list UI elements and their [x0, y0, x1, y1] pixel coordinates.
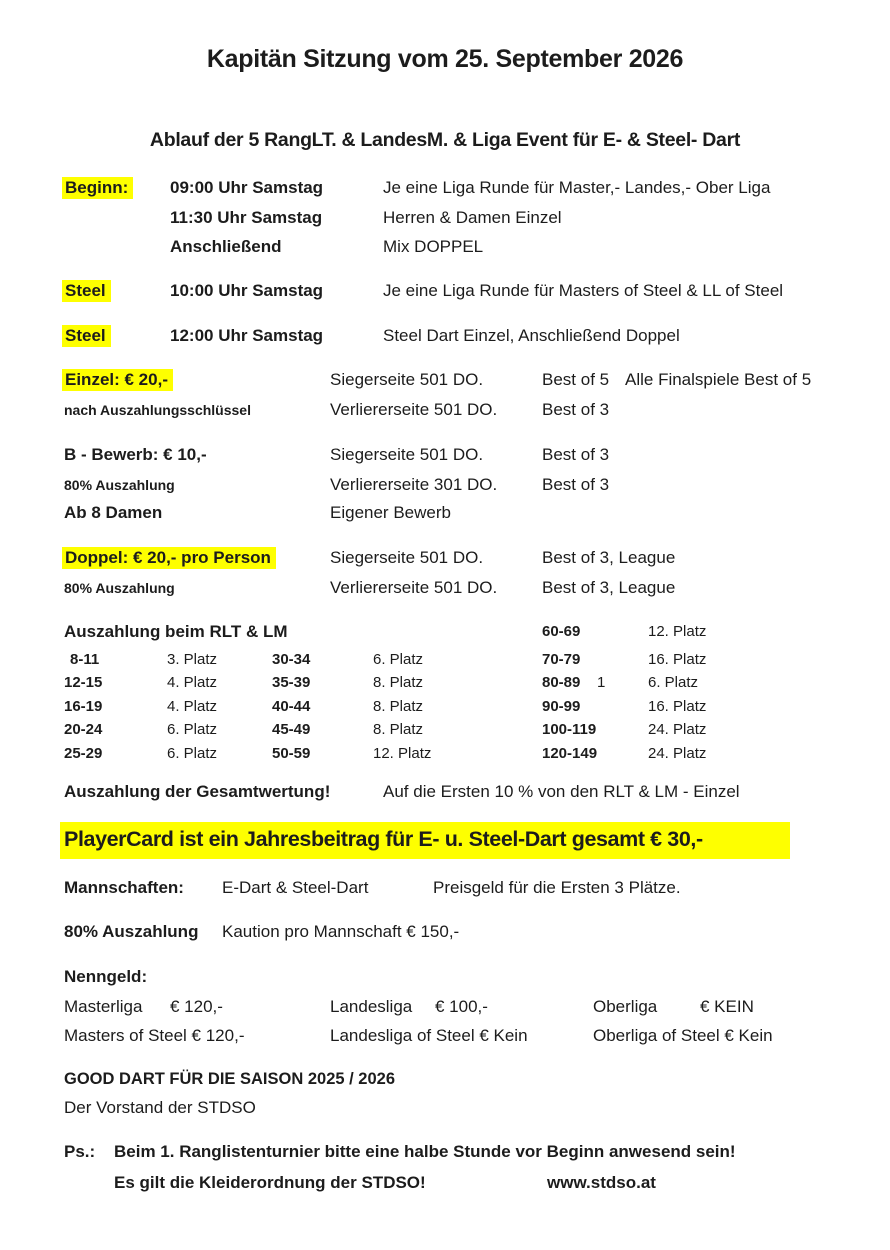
league-name: Oberliga	[593, 997, 658, 1016]
title-row	[0, 44, 890, 73]
schedule-desc: Je eine Liga Runde für Masters of Steel & LL of Steel	[383, 281, 784, 300]
schedule-desc: Steel Dart Einzel, Anschließend Doppel	[383, 326, 680, 345]
schedule-label-highlight: Beginn:	[62, 177, 133, 199]
league-steel-fee: Masters of Steel € 120,-	[64, 1026, 245, 1045]
damen-desc: Eigener Bewerb	[330, 503, 451, 522]
schedule-desc: Mix DOPPEL	[383, 237, 484, 256]
payout-place: 6. Platz	[373, 651, 424, 668]
bracket-format: Best of 3, League	[542, 548, 676, 567]
bracket-winner-side: Siegerseite 501 DO.	[330, 370, 484, 389]
payout-range: 35-39	[272, 674, 311, 691]
einzel-subnote: nach Auszahlungsschlüssel	[64, 402, 251, 418]
schedule-desc: Herren & Damen Einzel	[383, 208, 562, 227]
league-name: Landesliga	[330, 997, 413, 1016]
schedule-time: 12:00 Uhr Samstag	[170, 326, 324, 345]
payout-place: 6. Platz	[167, 721, 218, 738]
bracket-format: Best of 3	[542, 475, 610, 494]
payout-header-row	[0, 621, 890, 647]
b-bewerb-row	[0, 474, 890, 500]
kaution-desc: Kaution pro Mannschaft € 150,-	[222, 922, 460, 941]
payout-place: 24. Platz	[648, 745, 707, 762]
schedule-label-highlight: Steel	[62, 325, 111, 347]
payout-range: 90-99	[542, 698, 581, 715]
bracket-winner-side: Siegerseite 501 DO.	[330, 445, 484, 464]
schedule-label-highlight: Steel	[62, 280, 111, 302]
nenngeld-title: Nenngeld:	[64, 967, 148, 986]
page-title: Kapitän Sitzung vom 25. September 2026	[206, 45, 684, 73]
payout-place: 12. Platz	[648, 623, 707, 640]
ps-row	[0, 1172, 890, 1198]
league-fee: € 120,-	[170, 997, 223, 1016]
payout-range: 70-79	[542, 651, 581, 668]
schedule-row	[0, 325, 890, 351]
schedule-time: Anschließend	[170, 237, 282, 256]
website-link: www.stdso.at	[547, 1173, 656, 1192]
payout-range: 20-24	[64, 721, 103, 738]
subtitle-row	[0, 128, 890, 154]
mannschaften-row	[0, 877, 890, 903]
gesamtwertung-row	[0, 781, 890, 807]
einzel-title-highlight: Einzel: € 20,-	[62, 369, 173, 391]
ps-line1: Beim 1. Ranglistenturnier bitte eine halbe Stunde vor Beginn anwesend sein!	[114, 1142, 736, 1161]
bracket-loser-side: Verliererseite 501 DO.	[330, 578, 498, 597]
payout-range: 45-49	[272, 721, 311, 738]
bracket-format: Best of 3	[542, 400, 610, 419]
payout-place: 16. Platz	[648, 651, 707, 668]
ps-line2: Es gilt die Kleiderordnung der STDSO!	[114, 1173, 426, 1192]
payout-table-row	[0, 719, 890, 745]
league-steel-fee: Landesliga of Steel € Kein	[330, 1026, 528, 1045]
nenngeld-row	[0, 996, 890, 1022]
gesamtwertung-label: Auszahlung der Gesamtwertung!	[64, 782, 331, 801]
bracket-loser-side: Verliererseite 501 DO.	[330, 400, 498, 419]
payout-place: 8. Platz	[373, 698, 424, 715]
nenngeld-row	[0, 1025, 890, 1051]
payout-place: 24. Platz	[648, 721, 707, 738]
bracket-winner-side: Siegerseite 501 DO.	[330, 548, 484, 567]
payout-place: 12. Platz	[373, 745, 432, 762]
vorstand-line: Der Vorstand der STDSO	[64, 1098, 256, 1117]
payout-table-row	[0, 672, 890, 698]
schedule-row	[0, 207, 890, 233]
schedule-row	[0, 280, 890, 306]
payout-place: 6. Platz	[648, 674, 699, 691]
schedule-time: 11:30 Uhr Samstag	[170, 208, 323, 227]
b-bewerb-subnote: 80% Auszahlung	[64, 477, 175, 493]
payout-range: 120-149	[542, 745, 598, 762]
closing-row	[0, 1069, 890, 1095]
ps-label: Ps.:	[64, 1142, 96, 1161]
kaution-row	[0, 921, 890, 947]
payout-title: Auszahlung beim RLT & LM	[64, 622, 288, 641]
b-bewerb-row	[0, 502, 890, 528]
payout-range: 100-119	[542, 721, 597, 738]
league-steel-fee: Oberliga of Steel € Kein	[593, 1026, 773, 1045]
payout-place: 3. Platz	[167, 651, 218, 668]
playercard-row	[0, 822, 890, 862]
payout-range-extra: 1	[597, 674, 606, 691]
payout-table-row	[0, 743, 890, 769]
payout-range: 12-15	[64, 674, 103, 691]
b-bewerb-title: B - Bewerb: € 10,-	[64, 445, 207, 464]
einzel-row	[0, 369, 890, 395]
league-name: Masterliga	[64, 997, 143, 1016]
payout-place: 16. Platz	[648, 698, 707, 715]
b-bewerb-row	[0, 444, 890, 470]
schedule-desc: Je eine Liga Runde für Master,- Landes,- Ober Liga	[383, 178, 771, 197]
einzel-row	[0, 399, 890, 425]
payout-range: 16-19	[64, 698, 103, 715]
payout-place: 6. Platz	[167, 745, 218, 762]
payout-range: 8-11	[70, 651, 100, 668]
mannschaften-teams: E-Dart & Steel-Dart	[222, 878, 369, 897]
bracket-loser-side: Verliererseite 301 DO.	[330, 475, 498, 494]
bracket-format: Best of 5	[542, 370, 610, 389]
bracket-format: Best of 3, League	[542, 578, 676, 597]
league-fee: € 100,-	[435, 997, 488, 1016]
good-dart-line: GOOD DART FÜR DIE SAISON 2025 / 2026	[64, 1070, 396, 1088]
mannschaften-label: Mannschaften:	[64, 878, 184, 897]
schedule-time: 10:00 Uhr Samstag	[170, 281, 324, 300]
payout-range: 80-89	[542, 674, 581, 691]
mannschaften-prize: Preisgeld für die Ersten 3 Plätze.	[433, 878, 681, 897]
playercard-banner: PlayerCard ist ein Jahresbeitrag für E- u. Steel-Dart gesamt € 30,-	[60, 822, 790, 859]
payout-place: 8. Platz	[373, 674, 424, 691]
payout-range: 50-59	[272, 745, 311, 762]
doppel-subnote: 80% Auszahlung	[64, 580, 175, 596]
nenngeld-title-row	[0, 966, 890, 992]
payout-range: 25-29	[64, 745, 103, 762]
ps-row	[0, 1141, 890, 1167]
payout-range: 60-69	[542, 623, 581, 640]
payout-place: 4. Platz	[167, 674, 218, 691]
bracket-format: Best of 3	[542, 445, 610, 464]
payout-range: 40-44	[272, 698, 311, 715]
payout-range: 30-34	[272, 651, 311, 668]
damen-label: Ab 8 Damen	[64, 503, 163, 522]
doppel-title-highlight: Doppel: € 20,- pro Person	[62, 547, 276, 569]
finals-note: Alle Finalspiele Best of 5	[625, 370, 812, 389]
closing-row	[0, 1097, 890, 1123]
league-fee: € KEIN	[700, 997, 754, 1016]
page-subtitle: Ablauf der 5 RangLT. & LandesM. & Liga Event für E- & Steel- Dart	[149, 129, 741, 151]
doppel-row	[0, 577, 890, 603]
schedule-time: 09:00 Uhr Samstag	[170, 178, 324, 197]
doppel-row	[0, 547, 890, 573]
schedule-row	[0, 177, 890, 203]
payout-place: 4. Platz	[167, 698, 218, 715]
kaution-label: 80% Auszahlung	[64, 922, 199, 941]
gesamtwertung-desc: Auf die Ersten 10 % von den RLT & LM - Einzel	[383, 782, 740, 801]
payout-place: 8. Platz	[373, 721, 424, 738]
schedule-row	[0, 236, 890, 262]
